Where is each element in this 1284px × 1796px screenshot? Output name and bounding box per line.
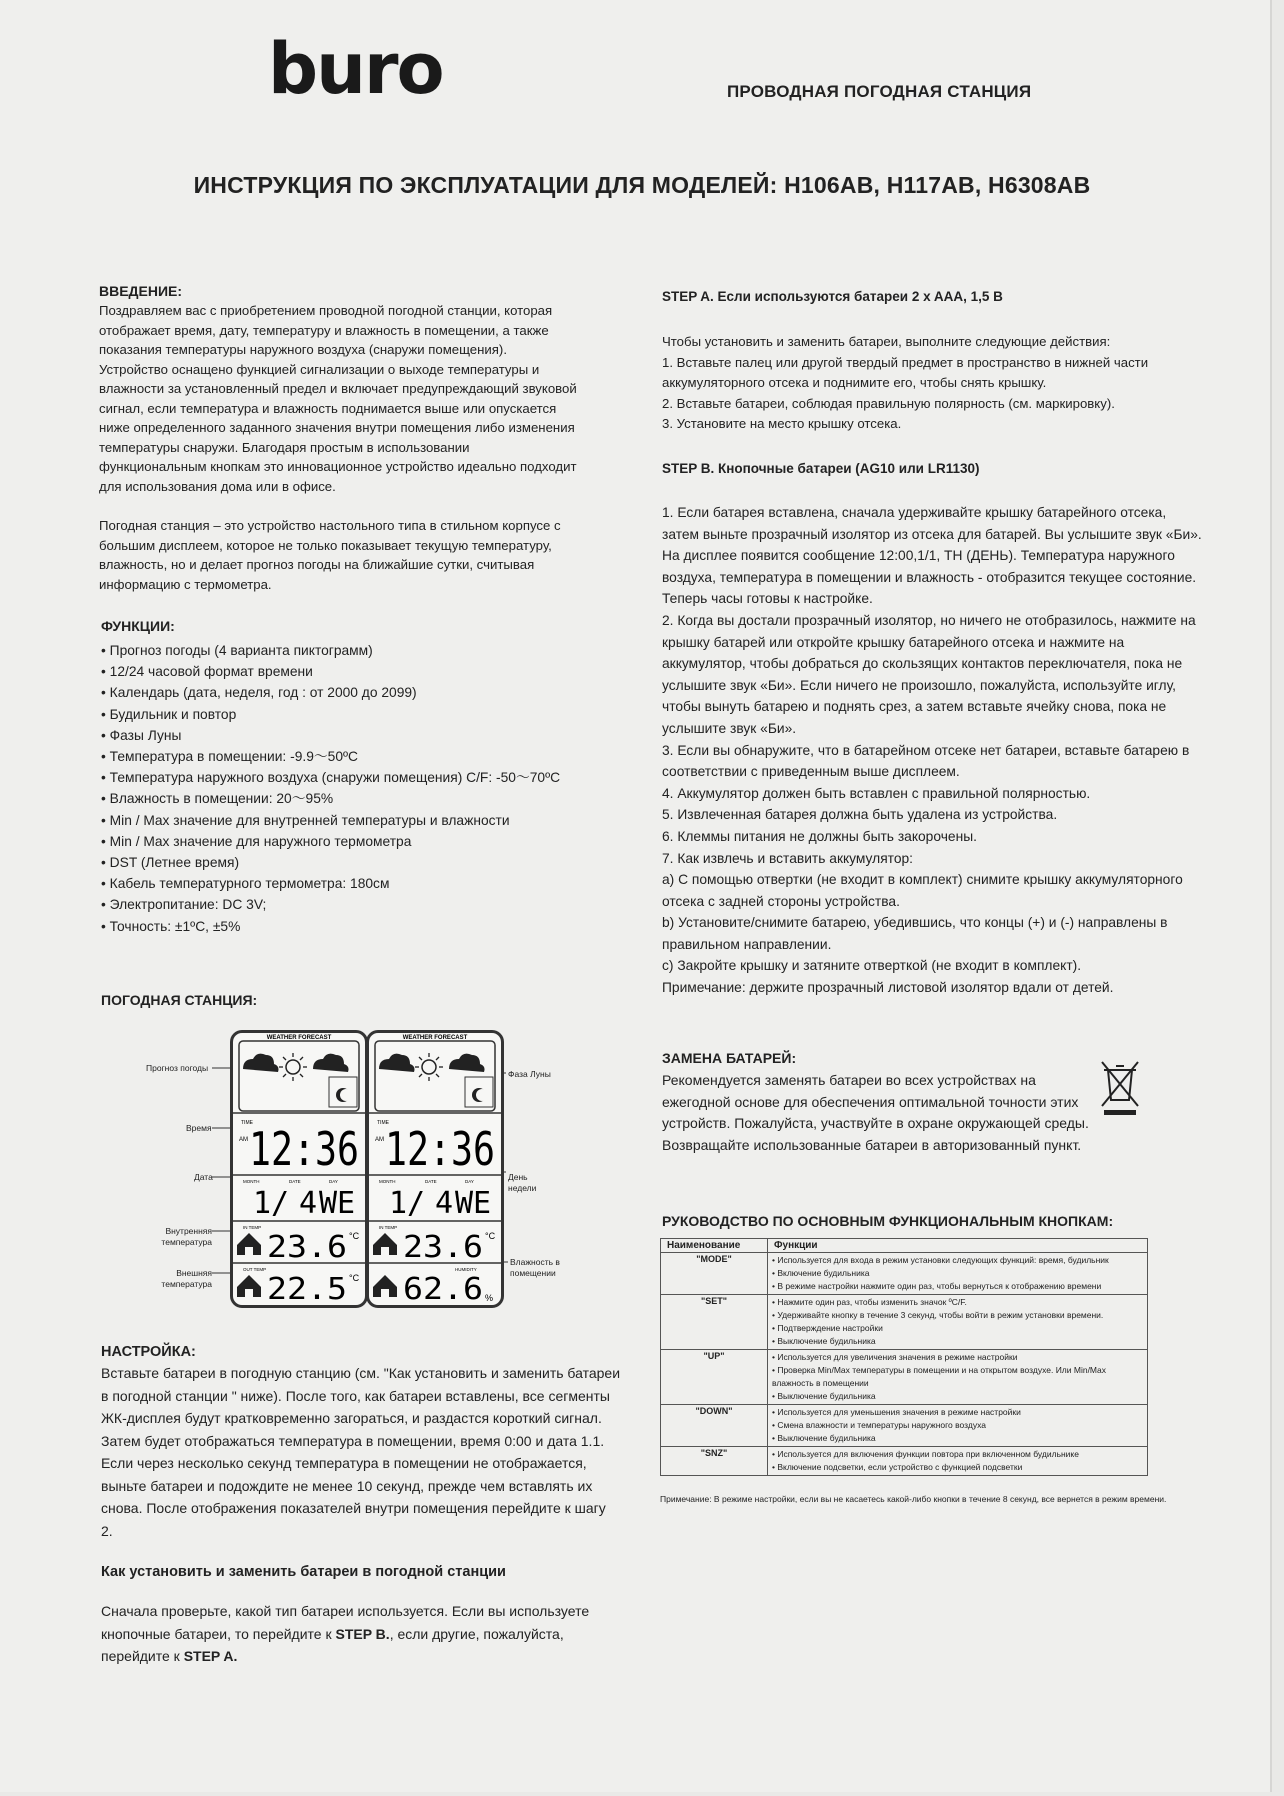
step-a-line: 1. Вставьте палец или другой твердый предмет в пространство в нижней части аккумуляторного отсека и поднимите его, чтобы снять крышку. <box>662 354 1149 390</box>
button-functions <box>768 1447 1148 1476</box>
label-forecast: Прогноз погоды <box>146 1063 209 1073</box>
list-item: • Min / Max значение для внутренней температуры и влажности <box>101 812 510 828</box>
function-item: • Используется для уменьшения значения в режиме настройки <box>772 1407 1021 1417</box>
function-item: • Выключение будильника <box>772 1336 876 1346</box>
function-item: • Используется для включения функции повтора при включенном будильнике <box>772 1449 1079 1459</box>
battery-subheading: Как установить и заменить батареи в погодной станции <box>101 1564 506 1580</box>
buttons-table <box>660 1238 1148 1476</box>
lcd-humidity: 62.6 <box>403 1272 483 1305</box>
intro-paragraph-2: Погодная станция – это устройство настольного типа в стильном корпусе с большим дисплеем, которое не только показывает текущую температуру, влажность, но и делает прогноз погоды на ближайшие сутки, считывая информацию с термометра. <box>99 518 561 592</box>
button-functions <box>768 1295 1148 1350</box>
document-type: ПРОВОДНАЯ ПОГОДНАЯ СТАНЦИЯ <box>727 82 1032 101</box>
setup-heading: НАСТРОЙКА: <box>101 1344 196 1360</box>
step-a-section <box>662 289 1202 435</box>
step-b-line: c) Закройте крышку и затяните отверткой (не входит в комплект). <box>662 958 1082 974</box>
guide-heading: РУКОВОДСТВО ПО ОСНОВНЫМ ФУНКЦИОНАЛЬНЫМ КНОПКАМ: <box>662 1213 1114 1229</box>
moon-icon <box>472 1088 488 1102</box>
function-item: • Удерживайте кнопку в течение 3 секунд, чтобы войти в режим установки времени. <box>772 1310 1104 1320</box>
button-name: "SNZ" <box>661 1447 768 1476</box>
time-label: TIME <box>377 1120 389 1126</box>
brand-logo: buro <box>268 28 443 110</box>
step-b-line: a) С помощью отвертки (не входит в комплект) снимите крышку аккумуляторного отсека с задней стороны устройства. <box>662 872 1183 909</box>
button-name: "SET" <box>661 1295 768 1350</box>
label-outdoor-temp: Внешняя температура <box>161 1268 212 1289</box>
column-header: Функции <box>768 1239 1148 1253</box>
step-a-ref: STEP A. <box>183 1648 238 1664</box>
forecast-title: WEATHER FORECAST <box>266 1035 332 1041</box>
step-a-line: Чтобы установить и заменить батареи, выполните следующие действия: <box>662 334 1111 349</box>
step-a-heading: STEP A. Если используются батареи 2 x AAA, 1,5 В <box>662 289 1003 304</box>
lcd-display-right <box>366 1030 504 1308</box>
time-label: TIME <box>241 1120 253 1126</box>
lcd-out-temp: 22.5 <box>267 1272 347 1305</box>
table-row <box>661 1350 1148 1405</box>
lcd-in-temp: 23.6 <box>403 1230 483 1265</box>
intro-heading: ВВЕДЕНИЕ: <box>99 283 183 299</box>
month-label: MONTH <box>243 1179 260 1184</box>
step-b-line: 7. Как извлечь и вставить аккумулятор: <box>662 850 914 866</box>
function-item: • Используется для входа в режим установки следующих функций: время, будильник <box>772 1255 1109 1265</box>
house-icon <box>373 1233 397 1255</box>
cloud-icon <box>449 1054 485 1072</box>
step-b-line: 2. Когда вы достали прозрачный изолятор, но ничего не отобразилось, нажмите на крышку батарей или откройте крышку батарейного отсека и нажмите на аккумулятор, чтобы добраться до скользящих контактов переключателя, пока не услышите звук «Би». Если ничего не произошло, пожалуйста, используйте иглу, чтобы вынуть батарею и поднять срез, а затем вставьте ячейку снова, пока не услышите звук «Би». <box>662 612 1196 736</box>
step-b-line: 4. Аккумулятор должен быть вставлен с правильной полярностью. <box>662 785 1091 801</box>
table-row <box>661 1447 1148 1476</box>
functions-heading: ФУНКЦИИ: <box>101 618 175 634</box>
battery-text-2: , если другие, пожалуйста, перейдите к <box>101 1625 564 1664</box>
lcd-time: 12:36 <box>385 1122 495 1176</box>
table-row <box>661 1405 1148 1447</box>
label-time: Время <box>186 1123 212 1133</box>
function-item: • Нажмите один раз, чтобы изменить значок ºC/F. <box>772 1297 967 1307</box>
list-item: • Влажность в помещении: 20〜95% <box>101 791 334 807</box>
page-title: ИНСТРУКЦИЯ ПО ЭКСПЛУАТАЦИИ ДЛЯ МОДЕЛЕЙ: H106AB, H117AB, H6308AB <box>193 172 1091 198</box>
unit-percent: % <box>485 1293 494 1303</box>
unit-c: °C <box>349 1231 360 1241</box>
step-a-line: 3. Установите на место крышку отсека. <box>662 416 902 431</box>
list-item: • 12/24 часовой формат времени <box>101 664 313 680</box>
function-item: • В режиме настройки нажмите один раз, чтобы вернуться к отображению времени <box>772 1281 1102 1291</box>
lcd-date: 4 <box>299 1186 318 1221</box>
list-item: • Прогноз погоды (4 варианта пиктограмм) <box>101 643 373 658</box>
button-name: "MODE" <box>661 1253 768 1295</box>
unit-c: °C <box>349 1273 360 1283</box>
list-item: • Min / Max значение для наружного термометра <box>101 833 412 849</box>
in-temp-label: IN TEMP <box>379 1225 398 1230</box>
lcd-day: WE <box>455 1186 492 1221</box>
step-b-heading: STEP B. Кнопочные батареи (AG10 или LR1130) <box>662 461 980 476</box>
replacement-text: Рекомендуется заменять батареи во всех устройствах на ежегодной основе для обеспечения оптимальной точности этих устройств. Пожалуйста, участвуйте в охране окружающей среды. Возвращайте использованные батареи в авторизованный пункт. <box>662 1072 1089 1153</box>
label-weekday: День недели <box>508 1172 537 1193</box>
function-item: • Включение подсветки, если устройство с функцией подсветки <box>772 1462 1023 1472</box>
replacement-section <box>662 1050 1092 1156</box>
day-label: DAY <box>465 1179 474 1184</box>
label-moon-phase: Фаза Луны <box>508 1069 551 1079</box>
list-item: • Кабель температурного термометра: 180см <box>101 876 390 892</box>
step-a-line: 2. Вставьте батареи, соблюдая правильную полярность (см. маркировку). <box>662 395 1115 411</box>
label-indoor-temp: Внутренняя температура <box>161 1226 212 1247</box>
label-date: Дата <box>194 1172 213 1182</box>
step-b-line: b) Установите/снимите батарею, убедившись, что концы (+) и (-) направлены в правильном направлении. <box>662 915 1168 952</box>
out-temp-label: OUT TEMP <box>243 1267 267 1272</box>
table-header-row <box>661 1239 1148 1253</box>
button-functions <box>768 1405 1148 1447</box>
sun-icon <box>279 1053 307 1081</box>
setup-section <box>101 1344 621 1682</box>
sun-icon <box>415 1053 443 1081</box>
function-item: • Проверка Min/Max температуры в помещении и на открытом воздухе. Или Min/Max влажность в помещении <box>772 1365 1106 1388</box>
list-item: • Точность: ±1ºC, ±5% <box>101 918 241 934</box>
lcd-month: 1/ <box>253 1186 290 1221</box>
step-b-line: 6. Клеммы питания не должны быть закорочены. <box>662 828 977 844</box>
cloud-icon <box>243 1054 279 1072</box>
function-item: • Выключение будильника <box>772 1391 876 1401</box>
step-b-line: 3. Если вы обнаружите, что в батарейном отсеке нет батареи, вставьте батарею в соответствии с приведенным выше дисплеем. <box>662 742 1190 780</box>
forecast-title: WEATHER FORECAST <box>402 1035 468 1041</box>
moon-icon <box>336 1088 352 1102</box>
cloud-icon <box>313 1054 349 1072</box>
battery-paragraph <box>101 1600 621 1668</box>
list-item: • Температура наружного воздуха (снаружи помещения) C/F: -50〜70ºC <box>101 770 561 786</box>
button-functions <box>768 1253 1148 1295</box>
column-header: Наименование <box>661 1239 768 1253</box>
house-icon <box>237 1275 261 1297</box>
step-b-section <box>662 461 1202 999</box>
lcd-day: WE <box>319 1186 356 1221</box>
day-label: DAY <box>329 1179 338 1184</box>
step-b-ref: STEP B. <box>335 1625 390 1642</box>
cloud-icon <box>379 1054 415 1072</box>
in-temp-label: IN TEMP <box>243 1225 262 1230</box>
lcd-time: 12:36 <box>249 1122 359 1176</box>
month-label: MONTH <box>379 1179 396 1184</box>
house-icon <box>237 1233 261 1255</box>
date-label: DATE <box>425 1179 437 1184</box>
list-item: • Календарь (дата, неделя, год : от 2000 до 2099) <box>101 685 417 701</box>
label-humidity: Влажность в помещении <box>510 1257 560 1278</box>
am-label: AM <box>239 1137 248 1143</box>
list-item: • DST (Летнее время) <box>101 855 240 871</box>
lcd-in-temp: 23.6 <box>267 1230 347 1265</box>
function-item: • Включение будильника <box>772 1268 870 1278</box>
table-row <box>661 1253 1148 1295</box>
station-heading: ПОГОДНАЯ СТАНЦИЯ: <box>101 992 258 1008</box>
step-b-text <box>662 502 1202 999</box>
step-b-line: 1. Если батарея вставлена, сначала удерживайте крышку батарейного отсека, затем выньте прозрачный изолятор из отсека для батарей. Вы услышите звук «Би». На дисплее появится сообщение 12:00,1/1, TH (ДЕНЬ). Температура наружного воздуха, температура в помещении и влажность - отобразится текущее состояние. Теперь часы готовы к настройке. <box>662 505 1202 607</box>
house-icon <box>373 1275 397 1297</box>
recycle-bin-crossed-icon <box>1098 1058 1142 1116</box>
am-label: AM <box>375 1137 384 1143</box>
intro-paragraph-1: Поздравляем вас с приобретением проводной погодной станции, которая отображает время, дату, температуру и влажность в помещении, а также показания температуры наружного воздуха (снаружи помещения). Устройство оснащено функцией сигнализации о выходе температуры и влажности за установленный предел и включает предупреждающий звуковой сигнал, если температура и влажность поднимается выше или опускается ниже определенного заданного значения внутри помещения либо изменения температуры снаружи. Благодаря простым в использовании функциональным кнопкам это инновационное устройство идеально подходит для использования дома или в офисе. <box>99 303 577 494</box>
function-item: • Смена влажности и температуры наружного воздуха <box>772 1420 986 1430</box>
button-name: "UP" <box>661 1350 768 1405</box>
guide-note: Примечание: В режиме настройки, если вы не касаетесь какой-либо кнопки в течение 8 секунд, все вернется в режим времени. <box>660 1494 1167 1504</box>
list-item: • Электропитание: DC 3V; <box>101 897 267 913</box>
list-item: • Фазы Луны <box>101 727 182 743</box>
table-row <box>661 1295 1148 1350</box>
button-functions <box>768 1350 1148 1405</box>
battery-text-1: Сначала проверьте, какой тип батареи используется. Если вы используете кнопочные батареи, то перейдите к <box>101 1603 590 1642</box>
setup-paragraph: Вставьте батареи в погодную станцию (см. "Как установить и заменить батареи в погодной станции " ниже). После того, как батареи вставлены, все сегменты ЖК-дисплея будут кратковременно загораться, и раздастся короткий сигнал. Затем будет отображаться температура в помещении, время 0:00 и дата 1.1. Если через несколько секунд температура в помещении не отображается, выньте батареи и подождите не менее 10 секунд, прежде чем вставлять их снова. После отображения показателей внутри помещения перейдите к шагу 2. <box>101 1365 621 1539</box>
list-item: • Температура в помещении: -9.9〜50ºC <box>101 749 359 765</box>
lcd-face <box>369 1033 501 1305</box>
button-name: "DOWN" <box>661 1405 768 1447</box>
replacement-heading: ЗАМЕНА БАТАРЕЙ: <box>662 1050 797 1066</box>
step-a-text <box>662 332 1202 435</box>
lcd-month: 1/ <box>389 1186 426 1221</box>
guide-section <box>662 1213 1142 1229</box>
step-b-line: 5. Извлеченная батарея должна быть удалена из устройства. <box>662 807 1058 823</box>
humidity-label: HUMIDITY <box>455 1267 477 1272</box>
list-item: • Будильник и повтор <box>101 706 237 722</box>
step-b-line: Примечание: держите прозрачный листовой изолятор вдали от детей. <box>662 980 1114 996</box>
lcd-display-left <box>230 1030 368 1308</box>
lcd-date: 4 <box>435 1186 454 1221</box>
date-label: DATE <box>289 1179 301 1184</box>
function-item: • Подтверждение настройки <box>772 1323 883 1333</box>
function-item: • Выключение будильника <box>772 1433 876 1443</box>
lcd-face <box>233 1033 365 1305</box>
function-item: • Используется для увеличения значения в режиме настройки <box>772 1352 1018 1362</box>
unit-c: °C <box>485 1231 496 1241</box>
